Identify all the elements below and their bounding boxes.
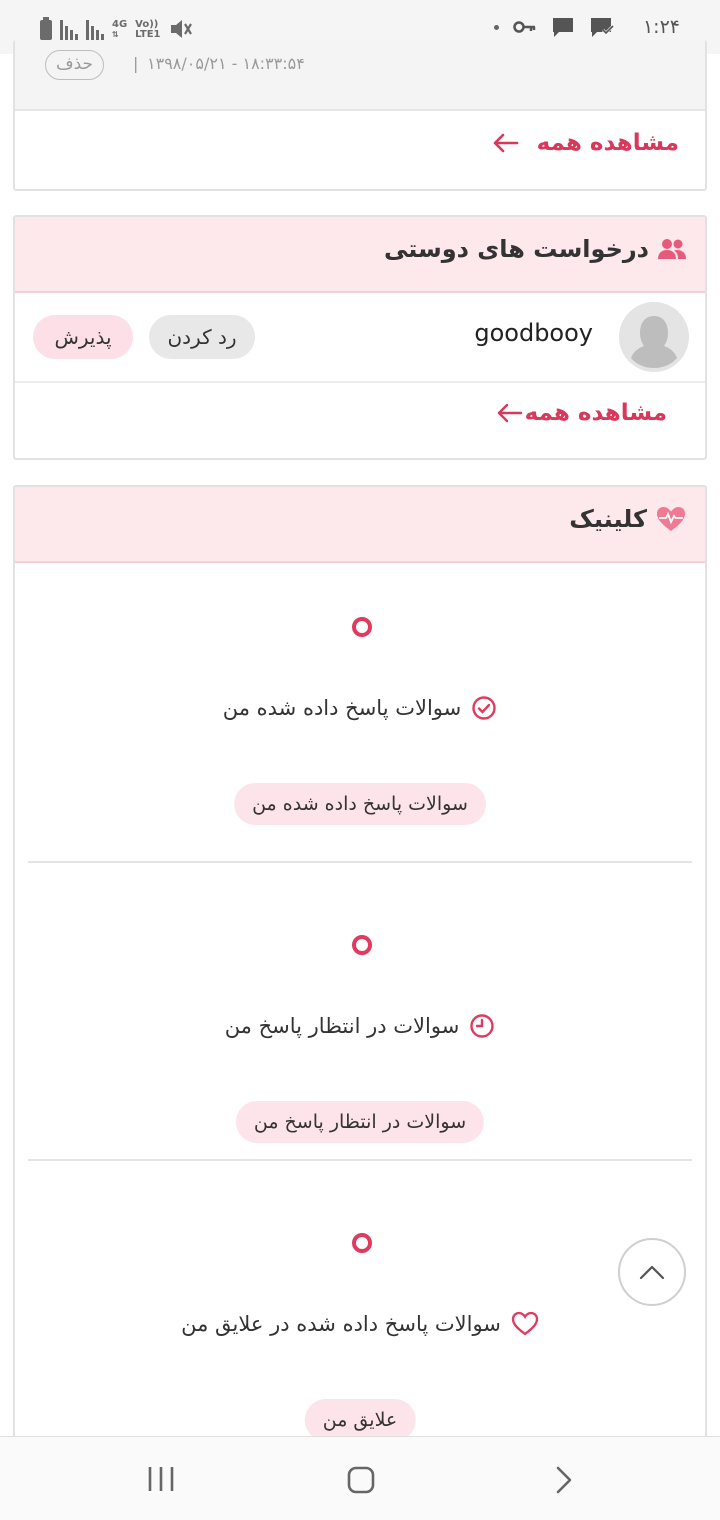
notifications-card <box>13 40 707 191</box>
network-type: 4G <box>112 19 128 30</box>
person-silhouette-icon <box>619 302 689 372</box>
key-icon <box>513 19 537 35</box>
scroll-to-top-button[interactable] <box>618 1238 686 1306</box>
signal-icon <box>60 20 78 40</box>
see-all-link[interactable] <box>491 130 679 156</box>
chat-icon <box>551 16 575 38</box>
delete-button[interactable]: حذف <box>45 50 104 80</box>
recents-button[interactable] <box>146 1465 176 1497</box>
home-icon <box>346 1465 376 1495</box>
signal-icon <box>86 20 104 40</box>
accept-button[interactable]: پذیرش <box>33 315 133 359</box>
pending-questions-button[interactable]: سوالات در انتظار پاسخ من <box>236 1101 484 1143</box>
arrow-left-icon <box>495 402 523 424</box>
mute-icon <box>169 18 193 40</box>
clinic-header <box>15 487 705 563</box>
home-button[interactable] <box>346 1465 376 1499</box>
friend-requests-title: درخواست های دوستی <box>384 235 649 263</box>
navigation-bar <box>0 1436 720 1520</box>
clock-icon <box>469 1013 495 1039</box>
see-all-label: مشاهده همه <box>524 400 667 426</box>
ring-icon <box>352 935 372 955</box>
recents-icon <box>146 1465 176 1493</box>
back-button[interactable] <box>554 1465 574 1499</box>
dot-icon <box>494 25 499 30</box>
clinic-item <box>15 1159 705 1457</box>
users-icon <box>657 237 687 261</box>
clinic-card <box>13 485 707 1465</box>
clinic-item <box>15 563 705 861</box>
chevron-up-icon <box>638 1263 666 1281</box>
check-circle-icon <box>471 695 497 721</box>
arrow-left-icon <box>491 132 519 154</box>
heart-outline-icon <box>511 1311 539 1337</box>
ring-icon <box>352 1233 372 1253</box>
friend-requests-card <box>13 215 707 460</box>
divider: | <box>133 54 139 73</box>
clinic-item-label: سوالات در انتظار پاسخ من <box>224 1014 460 1038</box>
reject-button[interactable]: رد کردن <box>149 315 255 359</box>
back-icon <box>554 1465 574 1495</box>
clinic-item-label: سوالات پاسخ داده شده در علایق من <box>181 1312 501 1336</box>
my-interests-button[interactable]: علایق من <box>305 1399 416 1441</box>
see-all-label: مشاهده همه <box>536 130 679 156</box>
clinic-title: کلینیک <box>569 505 647 533</box>
clinic-item-label: سوالات پاسخ داده شده من <box>222 696 462 720</box>
status-bar: 4G ⇅ Vo)) LTE1 ۱:۲۴ <box>0 0 720 54</box>
heart-pulse-icon <box>655 505 687 533</box>
avatar[interactable] <box>619 302 689 372</box>
volte-label: Vo)) <box>135 19 159 30</box>
friend-username[interactable]: goodbooy <box>474 319 593 347</box>
answered-questions-button[interactable]: سوالات پاسخ داده شده من <box>234 783 486 825</box>
lte-label: LTE1 <box>135 29 161 40</box>
message-check-icon <box>589 16 615 38</box>
clinic-item <box>15 861 705 1159</box>
friend-request-row <box>15 293 705 383</box>
clock-time: ۱:۲۴ <box>642 16 680 38</box>
friend-requests-header <box>15 217 705 293</box>
friend-requests-see-all-link[interactable] <box>495 400 667 426</box>
notification-item <box>15 40 705 111</box>
notification-date: ۱۳۹۸/۰۵/۲۱ - ۱۸:۳۳:۵۴ <box>147 54 305 73</box>
ring-icon <box>352 617 372 637</box>
battery-icon <box>40 20 52 40</box>
